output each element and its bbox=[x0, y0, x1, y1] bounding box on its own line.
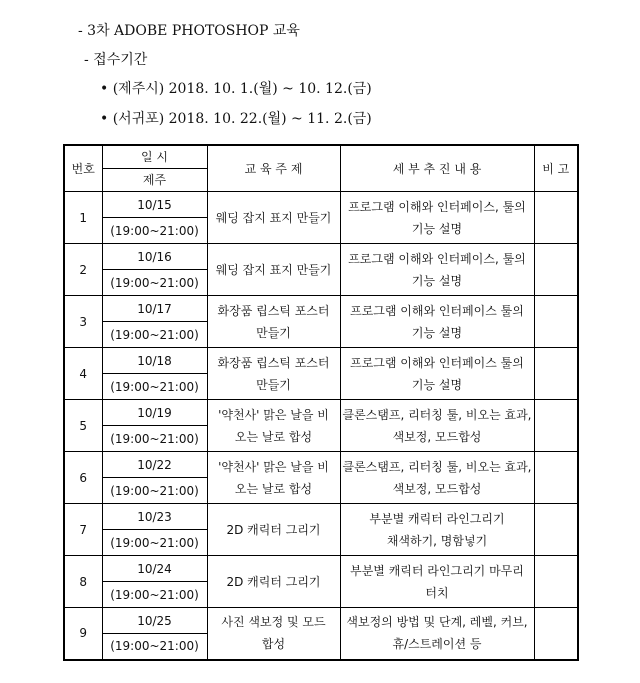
period-jeju-city: • (제주시) 2018. 10. 1.(월) ~ 10. 12.(금) bbox=[100, 81, 372, 97]
schedule-table bbox=[63, 144, 579, 661]
period-seogwipo: • (서귀포) 2018. 10. 22.(월) ~ 11. 2.(금) bbox=[100, 111, 372, 127]
session-date: 10/25 bbox=[102, 608, 207, 634]
session-time: (19:00~21:00) bbox=[102, 530, 207, 556]
table-row bbox=[64, 192, 578, 218]
session-time: (19:00~21:00) bbox=[102, 478, 207, 504]
session-detail: 부분별 캐릭터 라인그리기 채색하기, 명함넣기 bbox=[340, 504, 534, 556]
row-number: 5 bbox=[64, 400, 102, 452]
session-date: 10/18 bbox=[102, 348, 207, 374]
session-time: (19:00~21:00) bbox=[102, 218, 207, 244]
session-topic: 웨딩 잡지 표지 만들기 bbox=[207, 192, 340, 244]
session-topic: 화장품 립스틱 포스터 만들기 bbox=[207, 348, 340, 400]
session-date: 10/19 bbox=[102, 400, 207, 426]
session-topic: 사진 색보정 및 모드 합성 bbox=[207, 608, 340, 660]
table-row bbox=[64, 348, 578, 374]
session-remarks bbox=[534, 244, 578, 296]
header-detail: 세 부 추 진 내 용 bbox=[340, 145, 534, 192]
session-remarks bbox=[534, 400, 578, 452]
session-time: (19:00~21:00) bbox=[102, 634, 207, 660]
session-topic: 화장품 립스틱 포스터 만들기 bbox=[207, 296, 340, 348]
session-detail: 프로그램 이해와 인터페이스 툴의 기능 설명 bbox=[340, 348, 534, 400]
session-date: 10/16 bbox=[102, 244, 207, 270]
session-remarks bbox=[534, 192, 578, 244]
session-time: (19:00~21:00) bbox=[102, 582, 207, 608]
table-row bbox=[64, 244, 578, 270]
session-time: (19:00~21:00) bbox=[102, 374, 207, 400]
session-remarks bbox=[534, 504, 578, 556]
session-time: (19:00~21:00) bbox=[102, 322, 207, 348]
session-remarks bbox=[534, 348, 578, 400]
header-topic: 교 육 주 제 bbox=[207, 145, 340, 192]
session-topic: 웨딩 잡지 표지 만들기 bbox=[207, 244, 340, 296]
session-detail: 클론스탬프, 리터칭 툴, 비오는 효과, 색보정, 모드합성 bbox=[340, 400, 534, 452]
session-detail: 프로그램 이해와 인터페이스, 툴의 기능 설명 bbox=[340, 192, 534, 244]
row-number: 4 bbox=[64, 348, 102, 400]
row-number: 6 bbox=[64, 452, 102, 504]
session-detail: 프로그램 이해와 인터페이스 툴의 기능 설명 bbox=[340, 296, 534, 348]
row-number: 8 bbox=[64, 556, 102, 608]
session-date: 10/15 bbox=[102, 192, 207, 218]
session-time: (19:00~21:00) bbox=[102, 426, 207, 452]
session-remarks bbox=[534, 452, 578, 504]
session-topic: '약천사' 맑은 날을 비 오는 날로 합성 bbox=[207, 400, 340, 452]
row-number: 2 bbox=[64, 244, 102, 296]
session-remarks bbox=[534, 296, 578, 348]
session-date: 10/22 bbox=[102, 452, 207, 478]
table-row bbox=[64, 556, 578, 582]
table-row bbox=[64, 296, 578, 322]
session-topic: 2D 캐릭터 그리기 bbox=[207, 504, 340, 556]
session-time: (19:00~21:00) bbox=[102, 270, 207, 296]
session-detail: 색보정의 방법 및 단계, 레벨, 커브, 휴/스트레이션 등 bbox=[340, 608, 534, 660]
header-date: 일 시 bbox=[102, 145, 207, 169]
header-number: 번호 bbox=[64, 145, 102, 192]
table-row bbox=[64, 400, 578, 426]
session-detail: 부분별 캐릭터 라인그리기 마무리 터치 bbox=[340, 556, 534, 608]
session-topic: 2D 캐릭터 그리기 bbox=[207, 556, 340, 608]
session-detail: 프로그램 이해와 인터페이스, 툴의 기능 설명 bbox=[340, 244, 534, 296]
registration-period-heading: - 접수기간 bbox=[84, 52, 148, 68]
row-number: 1 bbox=[64, 192, 102, 244]
table-row bbox=[64, 608, 578, 634]
document-title: - 3차 ADOBE PHOTOSHOP 교육 bbox=[78, 23, 300, 39]
session-date: 10/23 bbox=[102, 504, 207, 530]
table-row bbox=[64, 504, 578, 530]
session-remarks bbox=[534, 608, 578, 660]
session-detail: 클론스탬프, 리터칭 툴, 비오는 효과, 색보정, 모드합성 bbox=[340, 452, 534, 504]
session-date: 10/17 bbox=[102, 296, 207, 322]
header-location: 제주 bbox=[102, 169, 207, 192]
schedule-body bbox=[64, 192, 578, 660]
session-remarks bbox=[534, 556, 578, 608]
session-topic: '약천사' 맑은 날을 비 오는 날로 합성 bbox=[207, 452, 340, 504]
table-row bbox=[64, 452, 578, 478]
row-number: 3 bbox=[64, 296, 102, 348]
header-remarks: 비 고 bbox=[534, 145, 578, 192]
row-number: 9 bbox=[64, 608, 102, 660]
session-date: 10/24 bbox=[102, 556, 207, 582]
row-number: 7 bbox=[64, 504, 102, 556]
